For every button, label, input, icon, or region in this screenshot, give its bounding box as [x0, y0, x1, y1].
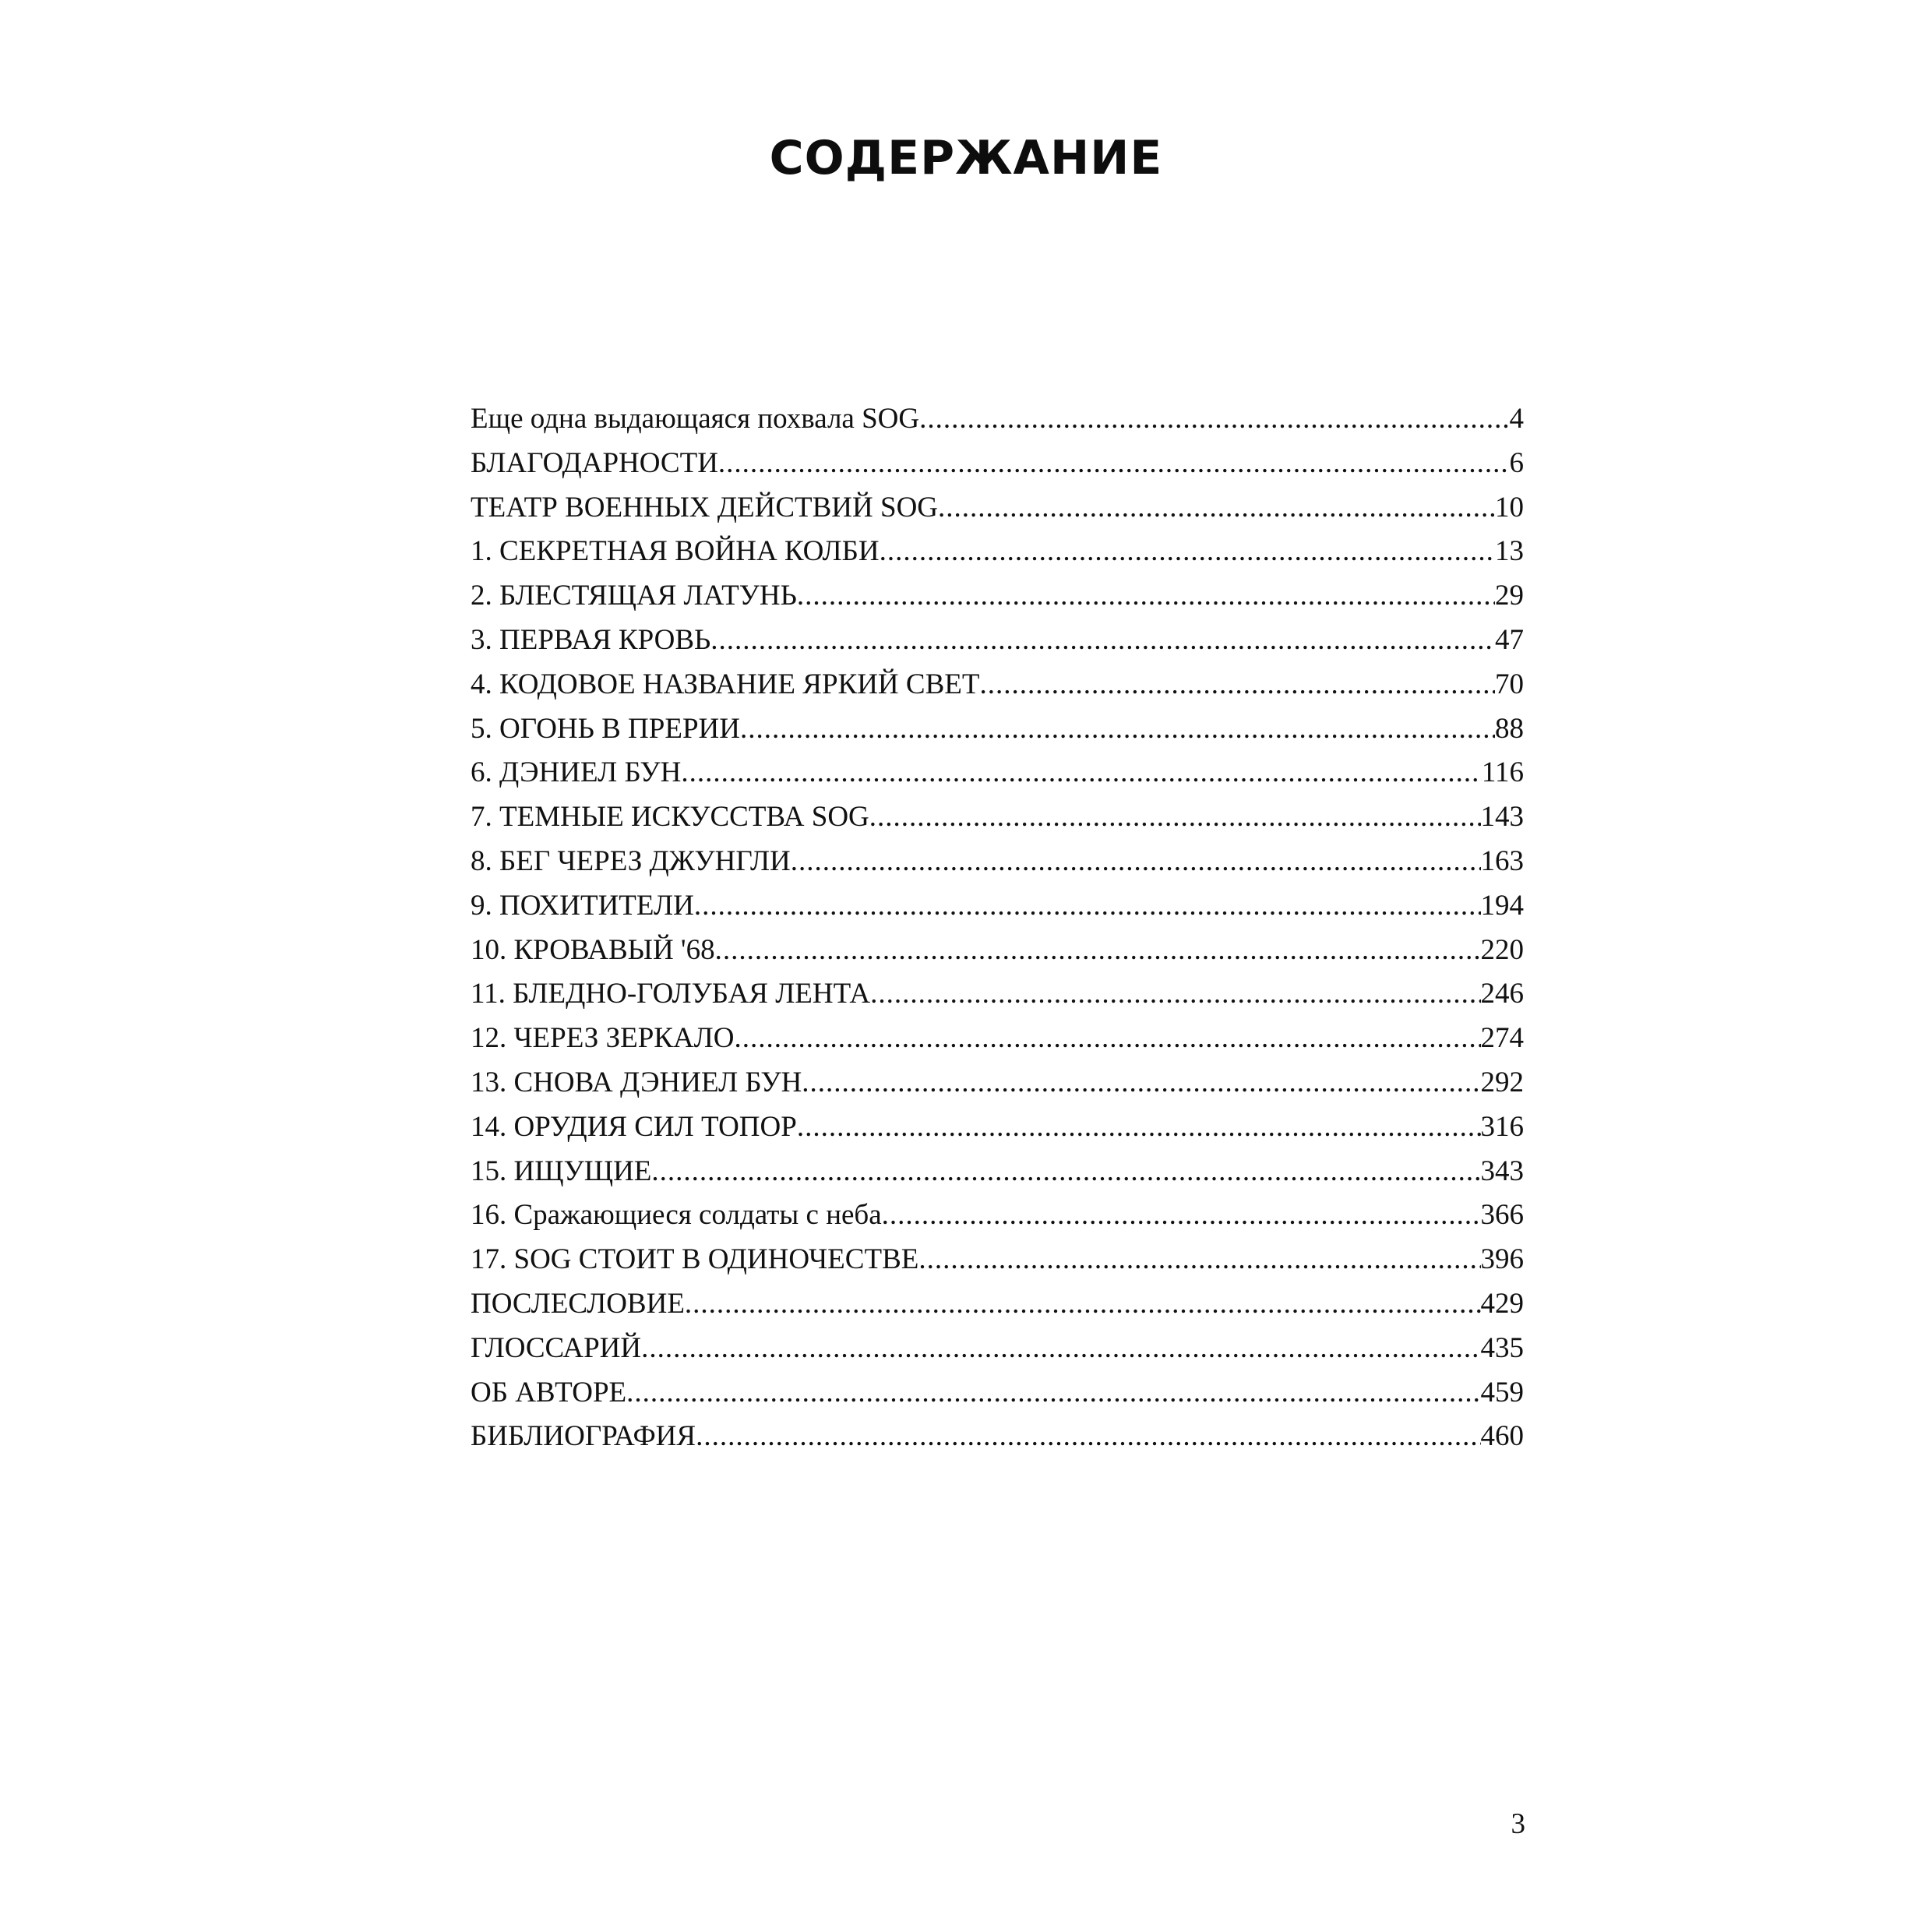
- toc-entry-page: 70: [1495, 668, 1524, 700]
- toc-entry: [471, 889, 1524, 933]
- toc-dot-leader: [797, 579, 1495, 612]
- toc-dot-leader: [651, 1155, 1480, 1188]
- toc-dot-leader: [626, 1376, 1480, 1409]
- toc-entry: [471, 668, 1524, 712]
- toc-entry-page: 88: [1495, 712, 1524, 745]
- toc-entry-label: 12. ЧЕРЕЗ ЗЕРКАЛО: [471, 1022, 735, 1055]
- toc-dot-leader: [735, 1021, 1481, 1055]
- toc-dot-leader: [802, 1066, 1480, 1099]
- toc-entry: [471, 1198, 1524, 1243]
- toc-dot-leader: [718, 446, 1510, 480]
- toc-dot-leader: [797, 1110, 1481, 1144]
- toc-dot-leader: [979, 668, 1495, 701]
- toc-entry-label: 10. КРОВАВЫЙ '68: [471, 933, 715, 966]
- toc-dot-leader: [791, 844, 1481, 878]
- toc-entry: [471, 1021, 1524, 1066]
- toc-entry-page: 220: [1480, 933, 1524, 966]
- toc-dot-leader: [869, 800, 1481, 834]
- toc-entry: [471, 800, 1524, 844]
- page-title: СОДЕРЖАНИЕ: [769, 131, 1163, 185]
- toc-entry-label: БЛАГОДАРНОСТИ: [471, 446, 718, 479]
- toc-entry: [471, 491, 1524, 535]
- toc-entry-page: 292: [1480, 1066, 1524, 1098]
- toc-entry-page: 116: [1481, 756, 1524, 789]
- toc-dot-leader: [870, 977, 1480, 1010]
- toc-dot-leader: [696, 1419, 1480, 1453]
- toc-entry: [471, 1331, 1524, 1376]
- toc-entry-label: 15. ИЩУЩИЕ: [471, 1155, 652, 1187]
- toc-entry-page: 274: [1480, 1022, 1524, 1055]
- toc-entry-label: 16. Сражающиеся солдаты с неба: [471, 1199, 882, 1232]
- toc-entry-page: 13: [1495, 535, 1524, 568]
- toc-entry-label: 2. БЛЕСТЯЩАЯ ЛАТУНЬ: [471, 580, 797, 612]
- toc-entry-label: 4. КОДОВОЕ НАЗВАНИЕ ЯРКИЙ СВЕТ: [471, 668, 980, 700]
- toc-entry-page: 47: [1495, 623, 1524, 656]
- toc-dot-leader: [685, 1287, 1481, 1320]
- toc-entry: [471, 712, 1524, 756]
- toc-entry: [471, 1110, 1524, 1155]
- toc-entry: [471, 756, 1524, 800]
- toc-entry: [471, 933, 1524, 978]
- toc-entry-page: 10: [1495, 491, 1524, 524]
- toc-entry: [471, 844, 1524, 889]
- toc-entry-label: 14. ОРУДИЯ СИЛ ТОПОР: [471, 1110, 797, 1143]
- toc-entry-label: 7. ТЕМНЫЕ ИСКУССТВА SOG: [471, 801, 869, 834]
- toc-entry: [471, 1243, 1524, 1287]
- toc-dot-leader: [740, 712, 1495, 746]
- toc-entry-page: 143: [1480, 801, 1524, 834]
- toc-entry-label: ПОСЛЕСЛОВИЕ: [471, 1287, 685, 1320]
- toc-entry-label: 8. БЕГ ЧЕРЕЗ ДЖУНГЛИ: [471, 844, 791, 877]
- page-number: 3: [1511, 1808, 1525, 1840]
- toc-entry: [471, 1066, 1524, 1110]
- toc-entry-label: БИБЛИОГРАФИЯ: [471, 1420, 696, 1453]
- toc-entry-label: 6. ДЭНИЕЛ БУН: [471, 756, 682, 789]
- toc-entry-label: Еще одна выдающаяся похвала SOG: [471, 403, 920, 435]
- toc-dot-leader: [919, 402, 1509, 435]
- toc-dot-leader: [880, 534, 1495, 568]
- toc-entry-page: 29: [1495, 580, 1524, 612]
- toc-entry-label: ОБ АВТОРЕ: [471, 1376, 627, 1408]
- toc-entry: [471, 623, 1524, 668]
- toc-entry: [471, 1287, 1524, 1331]
- toc-dot-leader: [715, 933, 1481, 967]
- toc-entry-page: 316: [1480, 1110, 1524, 1143]
- toc-entry: [471, 1419, 1524, 1464]
- toc-entry-label: 17. SOG СТОИТ В ОДИНОЧЕСТВЕ: [471, 1243, 919, 1276]
- toc-entry-page: 6: [1509, 446, 1524, 479]
- toc-dot-leader: [694, 889, 1481, 922]
- toc-dot-leader: [710, 623, 1495, 657]
- toc-entry-page: 396: [1480, 1243, 1524, 1276]
- toc-entry-page: 194: [1480, 889, 1524, 922]
- toc-entry-label: 1. СЕКРЕТНАЯ ВОЙНА КОЛБИ: [471, 535, 880, 568]
- table-of-contents: [471, 402, 1524, 1464]
- toc-entry: [471, 446, 1524, 491]
- toc-entry-page: 460: [1480, 1420, 1524, 1453]
- toc-entry: [471, 579, 1524, 623]
- toc-entry-label: ТЕАТР ВОЕННЫХ ДЕЙСТВИЙ SOG: [471, 491, 939, 524]
- toc-entry-page: 163: [1480, 844, 1524, 877]
- toc-entry-page: 246: [1480, 978, 1524, 1010]
- toc-dot-leader: [918, 1243, 1480, 1276]
- toc-entry-label: 11. БЛЕДНО-ГОЛУБАЯ ЛЕНТА: [471, 978, 871, 1010]
- toc-dot-leader: [641, 1331, 1480, 1365]
- toc-entry: [471, 977, 1524, 1021]
- toc-dot-leader: [882, 1198, 1481, 1232]
- toc-entry-label: 13. СНОВА ДЭНИЕЛ БУН: [471, 1066, 802, 1098]
- toc-entry: [471, 402, 1524, 446]
- toc-entry: [471, 1155, 1524, 1199]
- toc-entry-page: 429: [1480, 1287, 1524, 1320]
- toc-entry-label: 5. ОГОНЬ В ПРЕРИИ: [471, 712, 740, 745]
- toc-entry: [471, 534, 1524, 579]
- toc-entry-page: 366: [1480, 1199, 1524, 1232]
- toc-entry-page: 343: [1480, 1155, 1524, 1187]
- toc-entry-label: 3. ПЕРВАЯ КРОВЬ: [471, 623, 711, 656]
- toc-entry: [471, 1376, 1524, 1420]
- toc-dot-leader: [681, 756, 1482, 789]
- toc-entry-page: 459: [1480, 1376, 1524, 1408]
- toc-entry-page: 4: [1509, 403, 1524, 435]
- toc-dot-leader: [938, 491, 1495, 524]
- toc-entry-label: 9. ПОХИТИТЕЛИ: [471, 889, 694, 922]
- toc-entry-page: 435: [1480, 1331, 1524, 1364]
- toc-entry-label: ГЛОССАРИЙ: [471, 1331, 642, 1364]
